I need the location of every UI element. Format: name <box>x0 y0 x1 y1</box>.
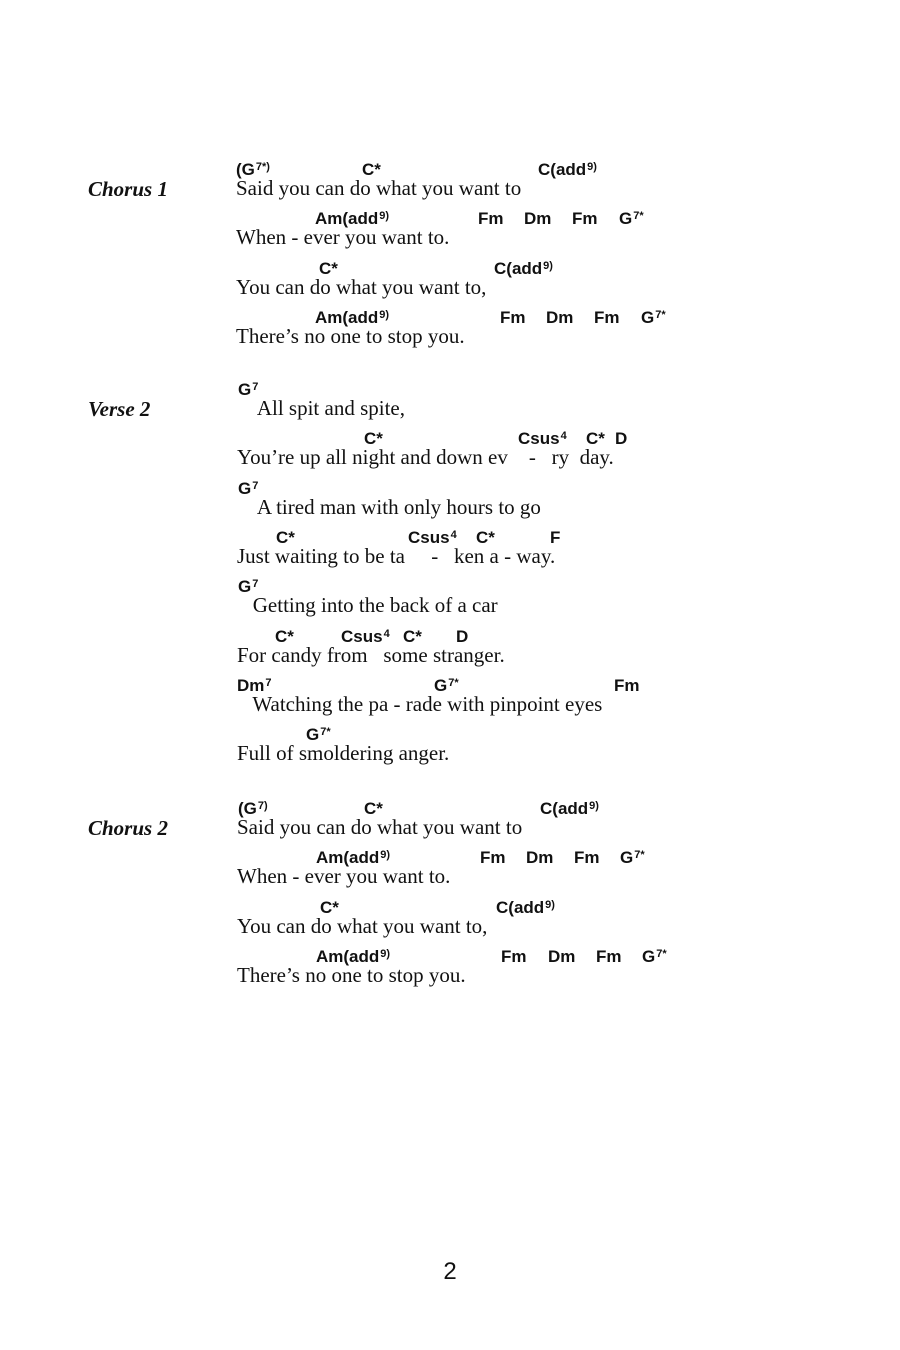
chord-name: Am(add <box>315 209 379 228</box>
lyric-line: You can do what you want to, <box>236 275 487 299</box>
chord-extension: 9) <box>587 161 597 173</box>
chord <box>546 308 573 328</box>
chord-name: Dm <box>546 308 574 327</box>
chord-name: Dm <box>524 209 552 228</box>
lyric-line: All spit and spite, <box>237 396 405 420</box>
chord-name: D <box>456 627 469 646</box>
section-label-chorus-1: Chorus 1 <box>88 177 168 201</box>
chord <box>524 209 551 229</box>
chord-name: Fm <box>478 209 504 228</box>
chord-name: Csus <box>408 528 450 547</box>
chord-name: C(add <box>538 160 587 179</box>
chord-extension: 4 <box>383 628 390 640</box>
lyric-line: Watching the pa - rade with pinpoint eyes <box>237 692 603 716</box>
lyric-line: Just waiting to be ta - ken a - way. <box>237 544 556 568</box>
lyric-line: When - ever you want to. <box>236 225 450 249</box>
chord-name: C* <box>364 429 383 448</box>
section-label-chorus-2: Chorus 2 <box>88 816 168 840</box>
chord-extension: 9) <box>380 849 391 861</box>
chord <box>548 947 575 967</box>
chord <box>619 209 644 229</box>
chord <box>478 209 504 229</box>
chord <box>642 947 667 967</box>
chord-extension: 7* <box>656 948 667 960</box>
chord <box>496 898 555 918</box>
chord-name: C(add <box>496 898 545 917</box>
lyric-line: When - ever you want to. <box>237 864 451 888</box>
lyric-line: Said you can do what you want to <box>236 176 522 200</box>
chord-name: F <box>550 528 561 547</box>
chord-name: Dm <box>526 848 554 867</box>
chord-extension: 7* <box>320 726 331 738</box>
lyric-line: Said you can do what you want to <box>237 815 523 839</box>
chord-extension: 9) <box>545 899 555 911</box>
chord-name: Am(add <box>316 947 380 966</box>
chord-name: Csus <box>341 627 383 646</box>
chord-name: Fm <box>500 308 526 327</box>
lyric-line: A tired man with only hours to go <box>237 495 541 519</box>
chord-name: Dm <box>548 947 576 966</box>
chord-name: D <box>615 429 628 448</box>
chord-extension: 9) <box>379 309 390 321</box>
chord <box>596 947 622 967</box>
chord-name: C* <box>476 528 495 547</box>
lyric-line: You can do what you want to, <box>237 914 488 938</box>
chord <box>500 308 526 328</box>
chord-name: Fm <box>501 947 527 966</box>
chord <box>620 848 645 868</box>
chord-name: G <box>238 479 252 498</box>
chord-name: G <box>620 848 634 867</box>
chord-extension: 7* <box>633 210 644 222</box>
chord-extension: 4 <box>450 529 457 541</box>
chord-extension: 7 <box>252 381 259 393</box>
section-label-verse-2: Verse 2 <box>88 397 151 421</box>
chord-name: C* <box>319 259 338 278</box>
chord-name: G <box>306 725 320 744</box>
chord-name: G <box>619 209 633 228</box>
chord-name: C* <box>320 898 339 917</box>
lyric-line: Getting into the back of a car <box>237 593 498 617</box>
chord-extension: 9) <box>379 210 390 222</box>
chord <box>572 209 598 229</box>
chord-name: G <box>238 577 252 596</box>
chord-name: G <box>238 380 252 399</box>
chord-extension: 7* <box>448 677 459 689</box>
chord <box>501 947 527 967</box>
chord-extension: 7 <box>265 677 272 689</box>
chord-extension: 7* <box>655 309 666 321</box>
chord-name: G <box>642 947 656 966</box>
lyric-line: There’s no one to stop you. <box>237 963 466 987</box>
chord-name: C* <box>275 627 294 646</box>
chord-name: Fm <box>572 209 598 228</box>
chord <box>574 848 600 868</box>
chord-name: C* <box>362 160 381 179</box>
chord-extension: 9) <box>543 260 553 272</box>
chord <box>594 308 620 328</box>
chord-name: C* <box>364 799 383 818</box>
chord-line <box>0 209 900 231</box>
chord <box>615 429 627 449</box>
chord-extension: 9) <box>589 800 599 812</box>
chord-name: Fm <box>596 947 622 966</box>
chord <box>614 676 640 696</box>
chord-name: (G <box>236 160 255 179</box>
chord-extension: 7 <box>252 578 259 590</box>
page-number: 2 <box>443 1258 457 1285</box>
lyric-line: Full of smoldering anger. <box>237 741 450 765</box>
chord-name: G <box>434 676 448 695</box>
chord-name: Am(add <box>315 308 379 327</box>
chord-extension: 7) <box>257 800 268 812</box>
chord <box>540 799 599 819</box>
chord <box>526 848 553 868</box>
chord-extension: 7 <box>252 480 259 492</box>
chord-name: (G <box>238 799 257 818</box>
chord-name: C* <box>586 429 605 448</box>
chord-name: Fm <box>614 676 640 695</box>
chord-line <box>0 380 900 402</box>
chord <box>641 308 666 328</box>
chord-name: Am(add <box>316 848 380 867</box>
lyric-line: There’s no one to stop you. <box>236 324 465 348</box>
chord-name: Dm <box>237 676 265 695</box>
chord-name: Csus <box>518 429 560 448</box>
chord-line <box>0 725 900 747</box>
chord <box>494 259 553 279</box>
chord-name: C* <box>403 627 422 646</box>
chord-extension: 9) <box>380 948 391 960</box>
chord <box>538 160 597 180</box>
lyric-line: For candy from some stranger. <box>237 643 505 667</box>
chord-name: C* <box>276 528 295 547</box>
chord-name: G <box>641 308 655 327</box>
lyric-line: You’re up all night and down ev - ry day. <box>237 445 614 469</box>
chord-name: Fm <box>574 848 600 867</box>
chord <box>480 848 506 868</box>
chord-extension: 7*) <box>255 161 270 173</box>
chord-name: Fm <box>480 848 506 867</box>
chord-extension: 4 <box>560 430 567 442</box>
chord-name: C(add <box>494 259 543 278</box>
chord-name: Fm <box>594 308 620 327</box>
chord-name: C(add <box>540 799 589 818</box>
chord-extension: 7* <box>634 849 645 861</box>
